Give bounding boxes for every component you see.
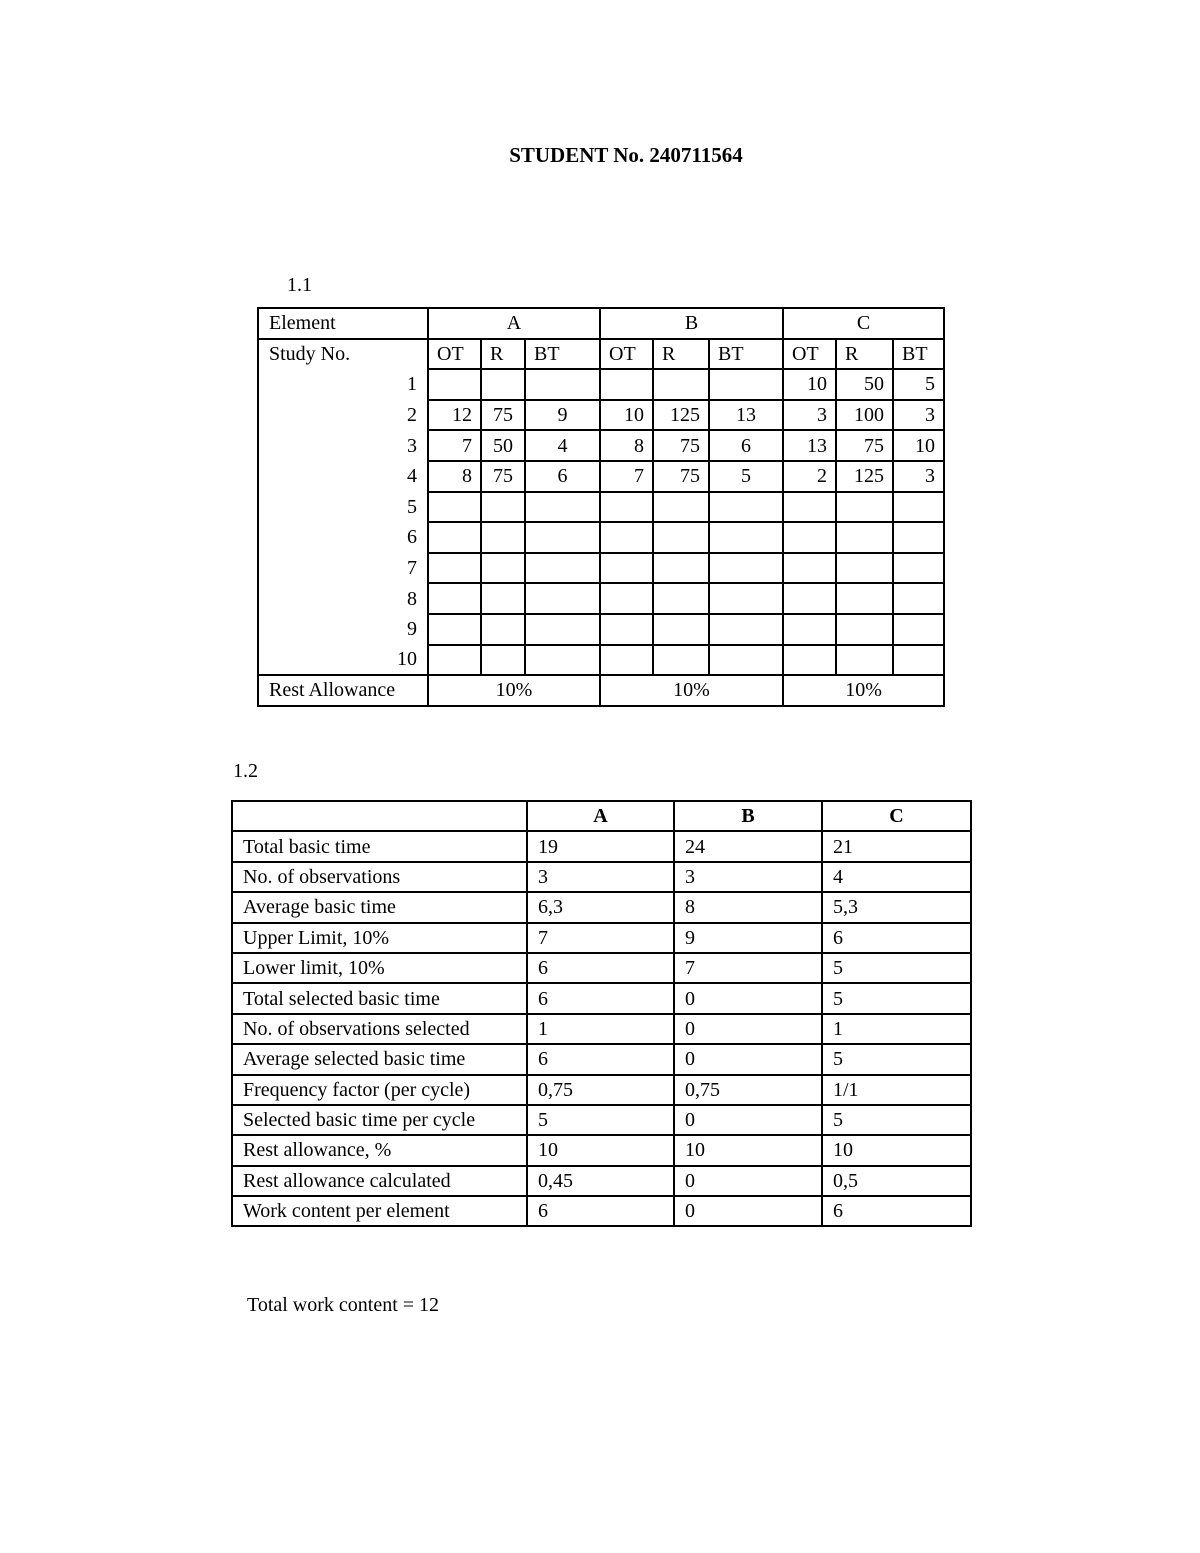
table-cell: 6,3 (527, 892, 674, 922)
table-cell: 19 (527, 831, 674, 861)
table-row (258, 492, 944, 523)
table-cell: 0,75 (527, 1075, 674, 1105)
cell-b-ot (600, 553, 653, 584)
subheader-bt: BT (893, 339, 944, 370)
cell-b-ot (600, 522, 653, 553)
cell-c-bt: 10 (893, 430, 944, 461)
cell-b-ot: 7 (600, 461, 653, 492)
cell-c-r (836, 553, 893, 584)
study-number: 7 (258, 553, 428, 584)
table-cell: 8 (674, 892, 822, 922)
cell-a-ot (428, 583, 481, 614)
cell-c-bt (893, 583, 944, 614)
cell-b-bt (709, 522, 783, 553)
cell-a-r (481, 492, 525, 523)
table-cell: 10 (527, 1135, 674, 1165)
table-row (232, 1135, 971, 1165)
table-cell: 0,75 (674, 1075, 822, 1105)
cell-b-r (653, 522, 709, 553)
table-cell: 5,3 (822, 892, 971, 922)
column-header (232, 801, 527, 831)
cell-b-ot: 8 (600, 430, 653, 461)
cell-b-ot (600, 614, 653, 645)
time-study-table (257, 307, 945, 707)
element-label: Element (258, 308, 428, 339)
cell-b-r: 75 (653, 430, 709, 461)
cell-a-ot (428, 553, 481, 584)
cell-c-bt (893, 614, 944, 645)
table-row (258, 522, 944, 553)
cell-c-bt: 3 (893, 461, 944, 492)
cell-a-r (481, 553, 525, 584)
table-cell: 0 (674, 1166, 822, 1196)
cell-a-r (481, 522, 525, 553)
cell-c-r (836, 522, 893, 553)
table-row (258, 400, 944, 431)
cell-c-r: 50 (836, 369, 893, 400)
cell-b-ot (600, 645, 653, 676)
table-cell: 10 (674, 1135, 822, 1165)
cell-c-bt (893, 522, 944, 553)
cell-c-r (836, 583, 893, 614)
table-cell: 6 (527, 983, 674, 1013)
table-row (232, 1014, 971, 1044)
table-cell: 0 (674, 1014, 822, 1044)
table-cell: 0 (674, 1196, 822, 1226)
table-row (258, 614, 944, 645)
table-row (258, 461, 944, 492)
table-cell: 5 (822, 1044, 971, 1074)
table-cell: 5 (822, 953, 971, 983)
subheader-r: R (481, 339, 525, 370)
table-row (232, 983, 971, 1013)
subheader-r: R (653, 339, 709, 370)
cell-a-bt: 9 (525, 400, 600, 431)
cell-c-r: 125 (836, 461, 893, 492)
cell-a-r: 75 (481, 461, 525, 492)
column-header: C (822, 801, 971, 831)
cell-c-ot: 3 (783, 400, 836, 431)
study-number: 5 (258, 492, 428, 523)
cell-b-r (653, 614, 709, 645)
table-row (232, 953, 971, 983)
cell-c-ot (783, 583, 836, 614)
element-header: A (428, 308, 600, 339)
rest-allowance-label: Rest Allowance (258, 675, 428, 706)
study-number: 8 (258, 583, 428, 614)
cell-a-ot: 12 (428, 400, 481, 431)
page-title: STUDENT No. 240711564 (509, 143, 743, 167)
table-cell: 6 (822, 1196, 971, 1226)
column-header: B (674, 801, 822, 831)
cell-b-bt: 5 (709, 461, 783, 492)
cell-b-r: 125 (653, 400, 709, 431)
table-cell: 0 (674, 983, 822, 1013)
cell-c-ot: 2 (783, 461, 836, 492)
row-label: Average selected basic time (232, 1044, 527, 1074)
cell-c-bt (893, 553, 944, 584)
row-label: Average basic time (232, 892, 527, 922)
cell-c-ot (783, 645, 836, 676)
cell-a-r (481, 369, 525, 400)
cell-c-r: 75 (836, 430, 893, 461)
table-cell: 3 (674, 862, 822, 892)
cell-a-ot (428, 645, 481, 676)
cell-c-ot (783, 614, 836, 645)
cell-b-bt: 6 (709, 430, 783, 461)
study-number: 9 (258, 614, 428, 645)
table-row (258, 645, 944, 676)
cell-b-bt: 13 (709, 400, 783, 431)
table-row (232, 1105, 971, 1135)
table-row (232, 923, 971, 953)
study-no-label: Study No. (258, 339, 428, 370)
cell-a-r (481, 583, 525, 614)
cell-b-ot: 10 (600, 400, 653, 431)
cell-c-ot (783, 522, 836, 553)
table-cell: 3 (527, 862, 674, 892)
cell-c-ot (783, 553, 836, 584)
table-row (232, 1044, 971, 1074)
cell-b-bt (709, 645, 783, 676)
cell-b-r (653, 583, 709, 614)
cell-b-r (653, 369, 709, 400)
table-row (232, 862, 971, 892)
cell-a-ot (428, 369, 481, 400)
cell-a-bt (525, 369, 600, 400)
table-cell: 7 (674, 953, 822, 983)
cell-c-r: 100 (836, 400, 893, 431)
table-cell: 6 (527, 953, 674, 983)
row-label: Upper Limit, 10% (232, 923, 527, 953)
section-1-2-label: 1.2 (233, 760, 258, 782)
cell-c-r (836, 614, 893, 645)
cell-c-ot: 10 (783, 369, 836, 400)
cell-a-bt (525, 614, 600, 645)
subheader-ot: OT (600, 339, 653, 370)
table-cell: 10 (822, 1135, 971, 1165)
cell-a-r: 50 (481, 430, 525, 461)
row-label: Rest allowance calculated (232, 1166, 527, 1196)
cell-c-r (836, 492, 893, 523)
cell-a-ot: 7 (428, 430, 481, 461)
cell-b-ot (600, 583, 653, 614)
cell-b-bt (709, 492, 783, 523)
work-content-table (231, 800, 972, 1227)
table-row (232, 1075, 971, 1105)
table-cell: 1/1 (822, 1075, 971, 1105)
study-number: 1 (258, 369, 428, 400)
cell-c-bt (893, 492, 944, 523)
cell-b-r (653, 492, 709, 523)
cell-a-bt: 6 (525, 461, 600, 492)
table-cell: 5 (822, 1105, 971, 1135)
cell-b-bt (709, 583, 783, 614)
table-row (232, 892, 971, 922)
cell-c-bt (893, 645, 944, 676)
table-cell: 1 (822, 1014, 971, 1044)
cell-b-bt (709, 614, 783, 645)
table-cell: 9 (674, 923, 822, 953)
subheader-bt: BT (709, 339, 783, 370)
table-row (232, 831, 971, 861)
cell-a-ot (428, 522, 481, 553)
cell-a-r (481, 614, 525, 645)
subheader-ot: OT (783, 339, 836, 370)
study-number: 2 (258, 400, 428, 431)
cell-a-r: 75 (481, 400, 525, 431)
table-row (258, 553, 944, 584)
study-number: 3 (258, 430, 428, 461)
cell-b-bt (709, 369, 783, 400)
study-number: 4 (258, 461, 428, 492)
table-row (258, 583, 944, 614)
row-label: Work content per element (232, 1196, 527, 1226)
table-cell: 6 (527, 1196, 674, 1226)
cell-b-bt (709, 553, 783, 584)
cell-a-bt (525, 553, 600, 584)
table-row (232, 1166, 971, 1196)
cell-b-r: 75 (653, 461, 709, 492)
cell-b-ot (600, 369, 653, 400)
cell-c-ot: 13 (783, 430, 836, 461)
table-row (258, 369, 944, 400)
subheader-row (258, 339, 944, 370)
cell-c-bt: 5 (893, 369, 944, 400)
table-cell: 0 (674, 1044, 822, 1074)
table-row (232, 1196, 971, 1226)
table-cell: 6 (822, 923, 971, 953)
table-row (258, 430, 944, 461)
element-header-row (258, 308, 944, 339)
table-cell: 4 (822, 862, 971, 892)
cell-b-r (653, 645, 709, 676)
table-cell: 5 (527, 1105, 674, 1135)
row-label: Frequency factor (per cycle) (232, 1075, 527, 1105)
cell-a-bt (525, 522, 600, 553)
study-number: 10 (258, 645, 428, 676)
cell-a-bt (525, 583, 600, 614)
cell-a-bt: 4 (525, 430, 600, 461)
table-cell: 7 (527, 923, 674, 953)
table-cell: 0 (674, 1105, 822, 1135)
rest-allowance-value: 10% (783, 675, 944, 706)
cell-b-r (653, 553, 709, 584)
cell-a-ot (428, 614, 481, 645)
cell-b-ot (600, 492, 653, 523)
subheader-r: R (836, 339, 893, 370)
row-label: Selected basic time per cycle (232, 1105, 527, 1135)
cell-a-ot: 8 (428, 461, 481, 492)
cell-c-r (836, 645, 893, 676)
rest-allowance-value: 10% (428, 675, 600, 706)
cell-c-ot (783, 492, 836, 523)
rest-allowance-value: 10% (600, 675, 783, 706)
row-label: No. of observations selected (232, 1014, 527, 1044)
element-header: C (783, 308, 944, 339)
study-number: 6 (258, 522, 428, 553)
table-cell: 5 (822, 983, 971, 1013)
table-cell: 0,45 (527, 1166, 674, 1196)
cell-a-ot (428, 492, 481, 523)
row-label: Lower limit, 10% (232, 953, 527, 983)
table-cell: 24 (674, 831, 822, 861)
subheader-bt: BT (525, 339, 600, 370)
cell-a-r (481, 645, 525, 676)
row-label: No. of observations (232, 862, 527, 892)
element-header: B (600, 308, 783, 339)
subheader-ot: OT (428, 339, 481, 370)
row-label: Rest allowance, % (232, 1135, 527, 1165)
row-label: Total selected basic time (232, 983, 527, 1013)
rest-allowance-row (258, 675, 944, 706)
cell-c-bt: 3 (893, 400, 944, 431)
row-label: Total basic time (232, 831, 527, 861)
cell-a-bt (525, 492, 600, 523)
total-work-content: Total work content = 12 (247, 1294, 440, 1316)
section-1-1-label: 1.1 (287, 274, 312, 296)
table-cell: 21 (822, 831, 971, 861)
table-cell: 6 (527, 1044, 674, 1074)
table-cell: 0,5 (822, 1166, 971, 1196)
column-header: A (527, 801, 674, 831)
table-cell: 1 (527, 1014, 674, 1044)
cell-a-bt (525, 645, 600, 676)
